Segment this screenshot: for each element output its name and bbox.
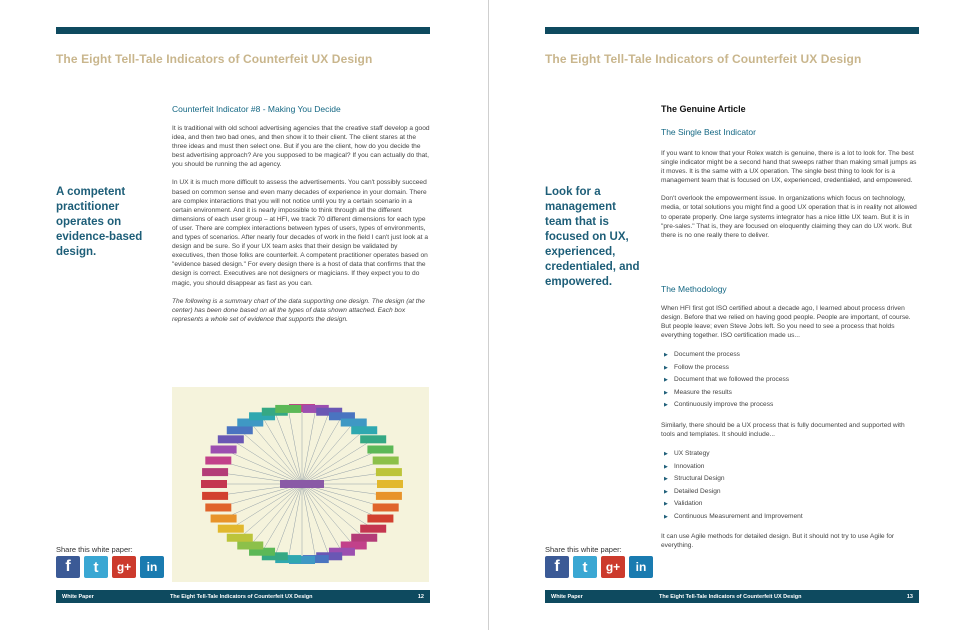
chart-spoke — [275, 412, 302, 484]
linkedin-icon[interactable]: in — [140, 556, 164, 578]
evidence-box — [360, 525, 386, 533]
evidence-box — [341, 419, 367, 427]
chart-spoke — [231, 484, 302, 529]
pull-quote: Look for a management team that is focused on UX, experienced, credentialed, and empowered. — [545, 186, 640, 288]
section-title: The Methodology — [661, 284, 727, 294]
googleplus-icon[interactable]: g+ — [601, 556, 625, 578]
evidence-box — [376, 492, 402, 500]
chart-spoke — [288, 484, 302, 559]
chart-spoke — [302, 423, 354, 484]
right-page — [488, 0, 975, 630]
page-number: 12 — [417, 593, 424, 600]
evidence-box — [205, 457, 231, 465]
chart-spoke — [302, 409, 316, 484]
chart-spoke — [302, 484, 364, 538]
facebook-icon[interactable]: f — [56, 556, 80, 578]
bullet-list-1 — [661, 349, 919, 412]
list-item: ▶ Detailed Design — [661, 486, 919, 499]
evidence-box — [373, 457, 399, 465]
evidence-box — [351, 534, 377, 542]
chart-spoke — [302, 484, 316, 559]
evidence-box — [373, 503, 399, 511]
running-head: The Eight Tell-Tale Indicators of Counterfeit UX Design — [545, 52, 862, 66]
pull-quote: A competent practitioner operates on evidence-based design. — [56, 186, 143, 258]
top-rule — [56, 27, 430, 34]
evidence-box — [211, 445, 237, 453]
evidence-box — [367, 445, 393, 453]
body-text — [172, 124, 430, 333]
list-item: ▶ Measure the results — [661, 387, 919, 400]
running-head: The Eight Tell-Tale Indicators of Counterfeit UX Design — [56, 52, 373, 66]
list-item: ▶ Follow the process — [661, 362, 919, 375]
chart-spoke — [240, 484, 302, 538]
list-item: ▶ Structural Design — [661, 473, 919, 486]
evidence-box — [218, 525, 244, 533]
evidence-box — [227, 534, 253, 542]
list-item: ▶ Document that we followed the process — [661, 374, 919, 387]
chart-spoke — [302, 484, 373, 529]
list-item: ▶ Continuously improve the process — [661, 399, 919, 412]
body-text — [661, 149, 919, 249]
chart-spoke — [302, 439, 373, 484]
chart-spoke — [250, 423, 302, 484]
evidence-box — [376, 468, 402, 476]
footer-bar — [56, 590, 430, 603]
evidence-box — [377, 480, 403, 488]
evidence-box — [227, 426, 253, 434]
radial-chart-svg — [172, 387, 429, 582]
evidence-box — [205, 503, 231, 511]
paragraph: In UX it is much more difficult to assess the advertisements. You can't possibly succeed based on common sense and even many decades of experience in your domain. There are complex interactions that you will not notice until you try a certain scenario in a certain environment. And it is nearly impossible to think through all the different dimensions of each user group – at HFI, we track 70 different dimensions for each type of user. There are complex interactions between types of users, types of environments, and types of scenarios. After nearly four decades of work in the field I can't just look at a design and be sure. So if your UX team asks that their design be validated by executives, then those folks are counterfeit. A competent practitioner operates based on "evidence based design." For every design there is a host of data that confirms that the design is correct. Executives are not designers or magicians. If they expect you to do magic, you should disappear as fast as you can. — [172, 179, 428, 287]
share-label: Share this white paper: — [56, 545, 133, 554]
chart-spoke — [302, 416, 342, 484]
chart-spoke — [240, 430, 302, 484]
evidence-box — [211, 515, 237, 523]
section-title: The Single Best Indicator — [661, 127, 756, 137]
footer-title: The Eight Tell-Tale Indicators of Counterfeit UX Design — [170, 593, 313, 600]
chart-spoke — [275, 484, 302, 556]
evidence-box — [367, 515, 393, 523]
footer-bar — [545, 590, 919, 603]
evidence-radial-chart — [172, 387, 429, 582]
paragraph: It can use Agile methods for detailed design. But it should not try to use Agile for everything. — [661, 533, 895, 550]
social-icons — [56, 556, 164, 578]
footer-left: White Paper — [551, 593, 583, 600]
chart-spoke — [231, 439, 302, 484]
twitter-icon[interactable]: t — [84, 556, 108, 578]
article-heading: The Genuine Article — [661, 104, 746, 114]
chart-spoke — [288, 409, 302, 484]
chart-spoke — [302, 484, 354, 545]
paragraph: When HFI first got ISO certified about a decade ago, I learned about process driven design. Before that we relied on having good people. People are important, of course. But people leave; even Steve Jobs left. So you need to see a process that holds everything together. ISO certification made us... — [661, 305, 911, 340]
evidence-box — [201, 480, 227, 488]
facebook-icon[interactable]: f — [545, 556, 569, 578]
paragraph: If you want to know that your Rolex watch is genuine, there is a lot to look for. The best single indicator might be a second hand that sweeps rather than making small jumps as it moves. It is the same with a UX operation. The single best thing to look for is a management team that is focused on UX, experienced, credentialed, and empowered. — [661, 150, 917, 185]
list-item: ▶ UX Strategy — [661, 448, 919, 461]
share-label: Share this white paper: — [545, 545, 622, 554]
list-item: ▶ Continuous Measurement and Improvement — [661, 511, 919, 524]
section-title: Counterfeit Indicator #8 - Making You Decide — [172, 104, 341, 114]
chart-spoke — [250, 484, 302, 545]
body-text-2 — [661, 304, 919, 559]
page-number: 13 — [906, 593, 913, 600]
evidence-box — [202, 468, 228, 476]
paragraph: It is traditional with old school advertising agencies that the creative staff develop a good idea, and then two bad ones, and then show it to their client. The client stares at the three ideas and must then select one. But if you are the client, how do you decide the best advertising approach? Are you supposed to be magical? If you can actually do that, you should be running the ad agency. — [172, 125, 430, 169]
evidence-box — [360, 435, 386, 443]
list-item: ▶ Innovation — [661, 461, 919, 474]
chart-spoke — [302, 430, 364, 484]
top-rule — [545, 27, 919, 34]
evidence-box — [202, 492, 228, 500]
evidence-box — [351, 426, 377, 434]
list-item: ▶ Validation — [661, 498, 919, 511]
twitter-icon[interactable]: t — [573, 556, 597, 578]
chart-spoke — [302, 412, 329, 484]
chart-spoke — [302, 484, 329, 556]
list-item: ▶ Document the process — [661, 349, 919, 362]
googleplus-icon[interactable]: g+ — [112, 556, 136, 578]
paragraph: Similarly, there should be a UX process that is fully documented and supported with tools and templates. It should include... — [661, 421, 905, 438]
footer-title: The Eight Tell-Tale Indicators of Counterfeit UX Design — [659, 593, 802, 600]
evidence-box — [237, 541, 263, 549]
center-design-box — [280, 480, 324, 488]
italic-paragraph: The following is a summary chart of the data supporting one design. The design (at the center) has been done based on all the types of data shown attached. Each box represents a whole set of evidence that supports the design. — [172, 297, 425, 323]
paragraph: Don't overlook the empowerment issue. In organizations which focus on technology, media, or total solutions you might find a good UX operation that is in reality not allowed to operate properly. One large systems integrator has a nice little UX team. But it is in "pre-sales." That is, they are focused on eloquently claiming they can do UX work. But there is no one really there to deliver. — [661, 195, 917, 239]
chart-spoke — [262, 484, 302, 552]
bullet-list-2 — [661, 448, 919, 523]
footer-left: White Paper — [62, 593, 94, 600]
evidence-box — [275, 405, 301, 413]
evidence-box — [218, 435, 244, 443]
chart-spoke — [302, 484, 342, 552]
linkedin-icon[interactable]: in — [629, 556, 653, 578]
social-icons — [545, 556, 653, 578]
chart-spoke — [262, 416, 302, 484]
